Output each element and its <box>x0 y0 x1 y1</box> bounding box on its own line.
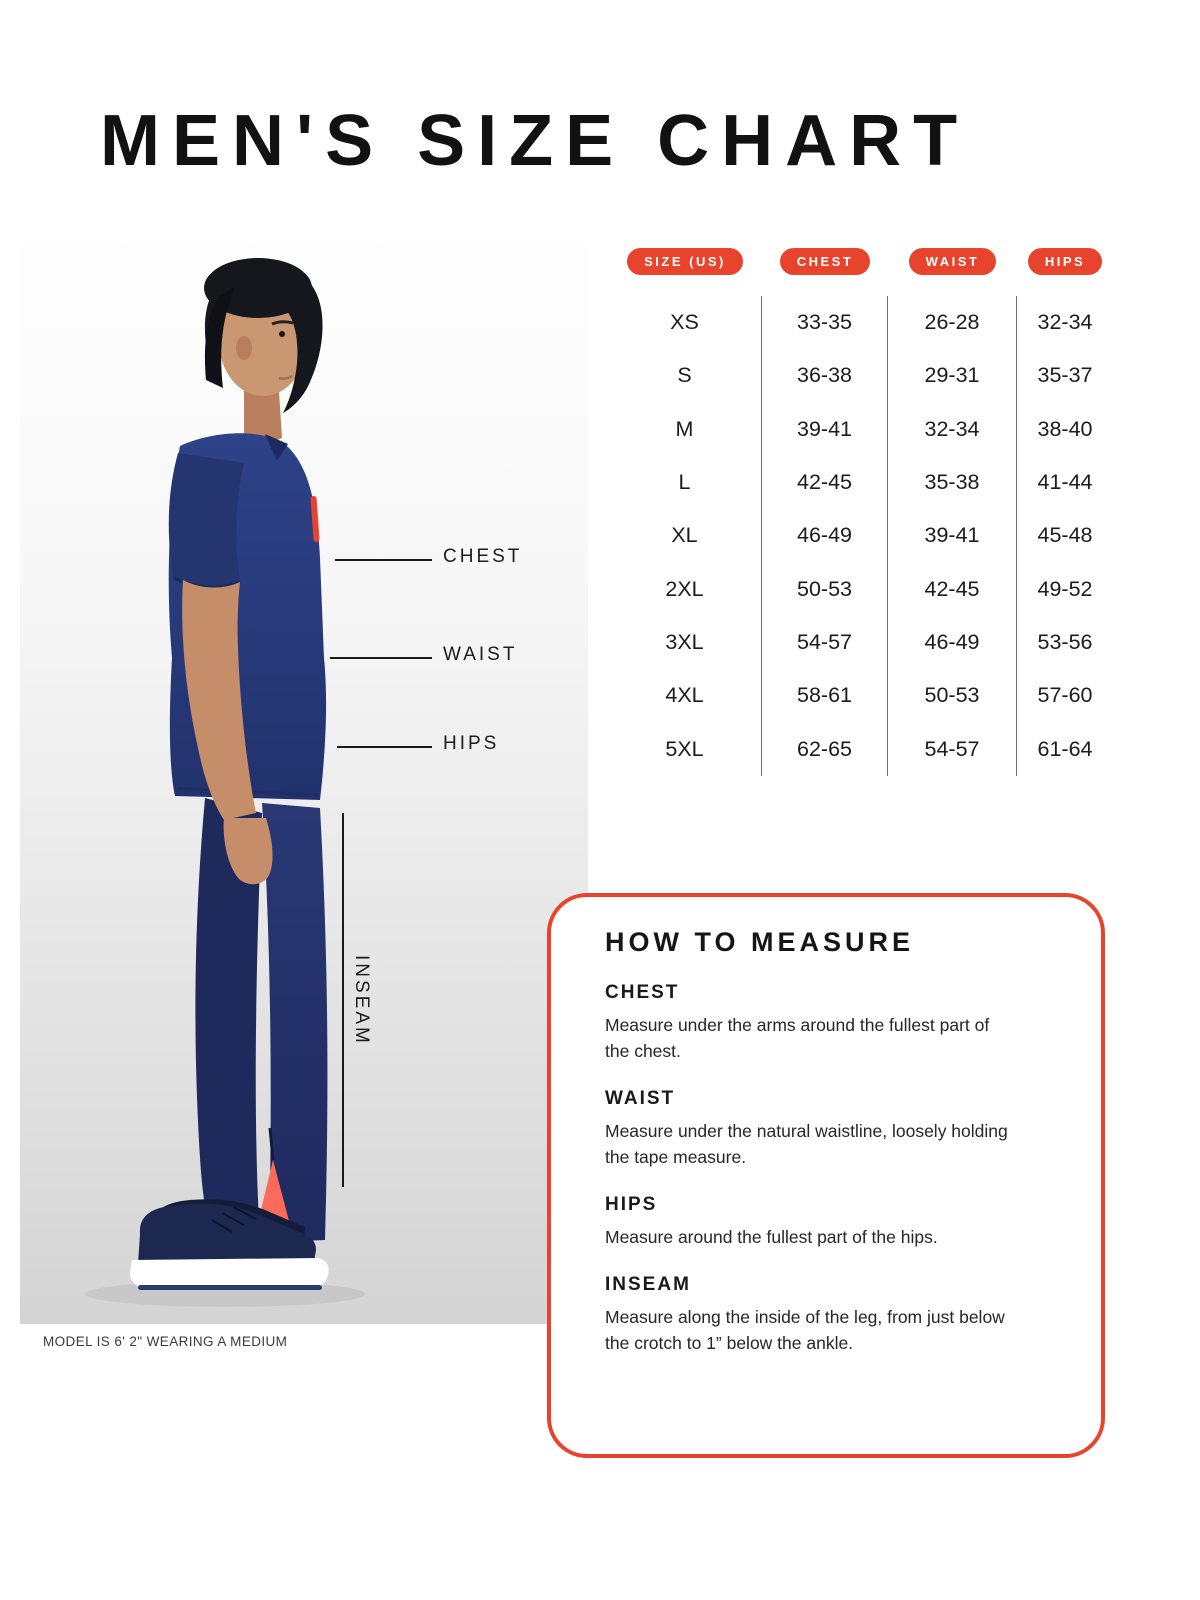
size-cell: 3XL <box>608 616 762 669</box>
measurement-cell: 54-57 <box>762 616 888 669</box>
measure-section-text: Measure along the inside of the leg, from just below the crotch to 1” below the ankle. <box>605 1307 1005 1353</box>
table-row <box>608 616 1113 669</box>
table-row <box>608 296 1113 349</box>
table-row <box>608 456 1113 509</box>
inseam-pointer-line <box>342 813 344 1187</box>
measure-section-text: Measure around the fullest part of the hips. <box>605 1227 938 1247</box>
measure-section-text: Measure under the arms around the fullest part of the chest. <box>605 1015 990 1061</box>
measure-section-hips <box>605 1194 1045 1250</box>
measurement-cell: 33-35 <box>762 296 888 349</box>
hips-pointer-line <box>337 746 432 748</box>
column-header-pill-waist: WAIST <box>909 248 997 275</box>
measurement-cell: 39-41 <box>888 509 1017 562</box>
chest-pointer-line <box>335 559 432 561</box>
column-header-pill-size: SIZE (US) <box>627 248 743 275</box>
measurement-cell: 36-38 <box>762 349 888 402</box>
size-cell: L <box>608 456 762 509</box>
table-row <box>608 403 1113 456</box>
measurement-cell: 42-45 <box>762 456 888 509</box>
measurement-cell: 49-52 <box>1037 576 1093 601</box>
measurement-cell: 32-34 <box>1037 310 1093 335</box>
table-row <box>608 509 1113 562</box>
measure-section-waist <box>605 1088 1045 1170</box>
page-title: MEN'S SIZE CHART <box>100 101 970 181</box>
measurement-cell: 42-45 <box>888 562 1017 615</box>
measurement-cell: 46-49 <box>888 616 1017 669</box>
size-cell: 4XL <box>608 669 762 722</box>
table-row <box>608 562 1113 615</box>
size-cell: 5XL <box>608 722 762 775</box>
measurement-cell: 32-34 <box>888 403 1017 456</box>
measure-section-chest <box>605 982 1045 1064</box>
waist-annotation-label: WAIST <box>443 644 518 665</box>
size-cell: 2XL <box>608 562 762 615</box>
measurement-cell: 26-28 <box>888 296 1017 349</box>
table-row <box>608 349 1113 402</box>
measurement-cell: 58-61 <box>762 669 888 722</box>
size-table-header <box>608 248 1113 275</box>
how-to-measure-title: HOW TO MEASURE <box>605 927 915 957</box>
measurement-cell: 62-65 <box>762 722 888 775</box>
measure-section-heading: WAIST <box>605 1088 676 1109</box>
measurement-cell: 29-31 <box>888 349 1017 402</box>
size-cell: XS <box>608 296 762 349</box>
how-to-measure-box <box>547 893 1105 1458</box>
waist-pointer-line <box>330 657 432 659</box>
measurement-cell: 50-53 <box>888 669 1017 722</box>
measurement-cell: 39-41 <box>762 403 888 456</box>
size-table-rows <box>608 296 1113 776</box>
measurement-cell: 53-56 <box>1037 629 1093 654</box>
measurement-cell: 46-49 <box>762 509 888 562</box>
measure-section-text: Measure under the natural waistline, loosely holding the tape measure. <box>605 1121 1008 1167</box>
measurement-cell: 54-57 <box>888 722 1017 775</box>
column-header-pill-chest: CHEST <box>780 248 871 275</box>
chest-annotation-label: CHEST <box>443 546 523 567</box>
size-cell: M <box>608 403 762 456</box>
model-caption: MODEL IS 6' 2" WEARING A MEDIUM <box>43 1334 288 1349</box>
measure-section-heading: INSEAM <box>605 1274 691 1295</box>
measure-section-inseam <box>605 1274 1045 1356</box>
inseam-annotation-label: INSEAM <box>351 955 372 1046</box>
measurement-cell: 45-48 <box>1037 523 1093 548</box>
table-row <box>608 669 1113 722</box>
measure-section-heading: HIPS <box>605 1194 658 1215</box>
measurement-cell: 35-38 <box>888 456 1017 509</box>
column-header-pill-hips: HIPS <box>1028 248 1102 275</box>
size-cell: S <box>608 349 762 402</box>
measurement-cell: 50-53 <box>762 562 888 615</box>
measurement-cell: 35-37 <box>1037 363 1093 388</box>
measure-section-heading: CHEST <box>605 982 680 1003</box>
measurement-cell: 38-40 <box>1037 416 1093 441</box>
model-figure <box>20 228 588 1324</box>
table-row <box>608 722 1113 775</box>
measurement-cell: 41-44 <box>1037 470 1093 495</box>
model-photo <box>20 228 588 1324</box>
measurement-cell: 57-60 <box>1037 683 1093 708</box>
hips-annotation-label: HIPS <box>443 733 500 754</box>
measurement-cell: 61-64 <box>1037 736 1093 761</box>
size-cell: XL <box>608 509 762 562</box>
size-table <box>608 248 1113 776</box>
